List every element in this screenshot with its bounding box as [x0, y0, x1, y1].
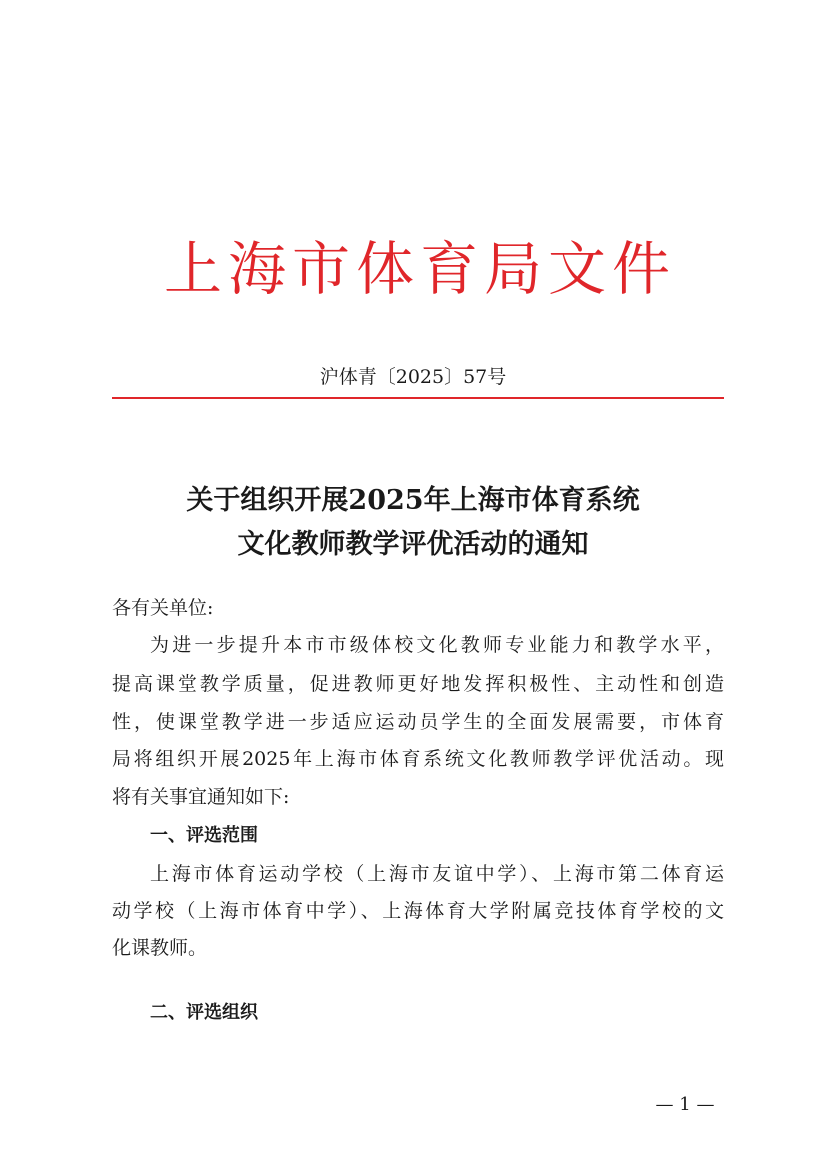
notice-title-line-1: 关于组织开展2025年上海市体育系统 — [186, 485, 640, 516]
paragraph-line: 性，使课堂教学进一步适应运动员学生的全面发展需要，市体育 — [112, 711, 724, 733]
section-heading-organization: 二、评选组织 — [150, 1002, 258, 1023]
notice-title-line-2: 文化教师教学评优活动的通知 — [237, 529, 589, 560]
issuer-title: 上海市体育局文件 — [163, 235, 676, 303]
section-heading-scope: 一、评选范围 — [150, 825, 258, 846]
paragraph-line: 化课教师。 — [112, 937, 208, 959]
paragraph-line: 局将组织开展2025年上海市体育系统文化教师教学评优活动。现 — [112, 748, 724, 770]
salutation: 各有关单位: — [112, 597, 214, 619]
paragraph-line: 将有关事宜通知如下: — [112, 786, 290, 808]
paragraph-line: 为进一步提升本市市级体校文化教师专业能力和教学水平， — [150, 634, 724, 656]
paragraph-line: 动学校（上海市体育中学）、上海体育大学附属竞技体育学校的文 — [112, 900, 724, 922]
page-number: — 1 — — [655, 1094, 715, 1115]
paragraph-line: 提高课堂教学质量，促进教师更好地发挥积极性、主动性和创造 — [112, 673, 724, 695]
paragraph-line: 上海市体育运动学校（上海市友谊中学）、上海市第二体育运 — [150, 863, 724, 885]
red-divider — [112, 397, 724, 399]
document-number: 沪体青〔2025〕57号 — [319, 366, 507, 388]
